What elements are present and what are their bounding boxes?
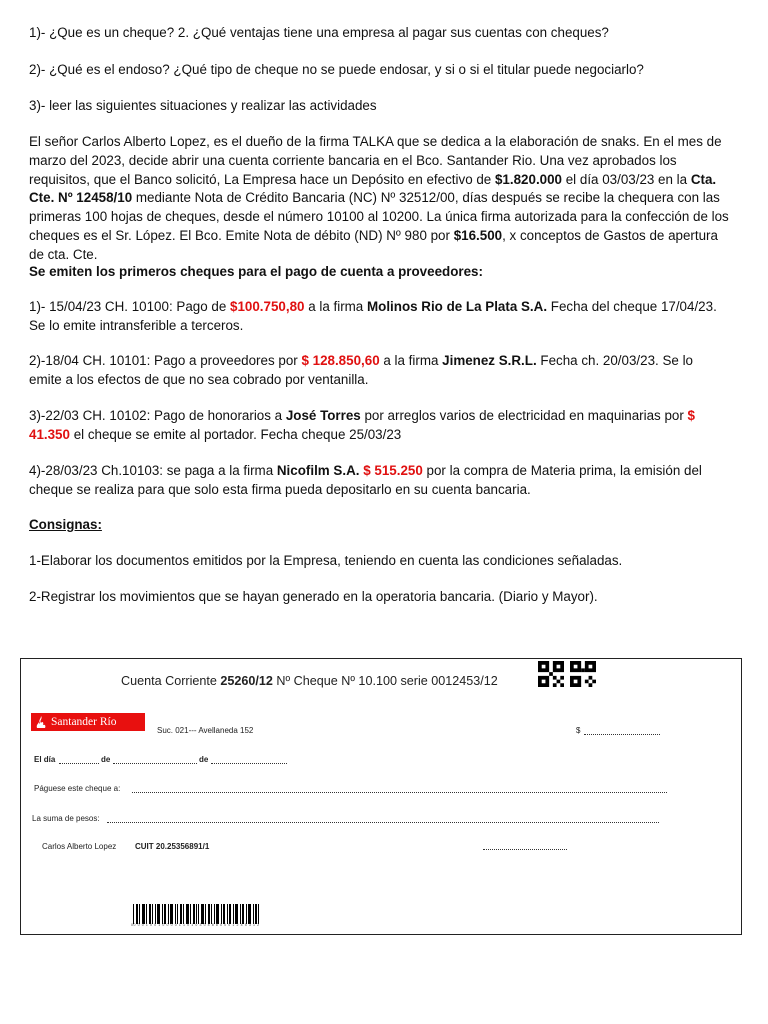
branch-address: Suc. 021--- Avellaneda 152 [157, 726, 254, 735]
date-month-field[interactable] [113, 763, 197, 764]
consignas-title: Consignas: [29, 517, 102, 532]
date-label-de-1: de [101, 755, 111, 764]
barcode-digits: 00 0 0 1 0 0 1 0 0 0 0 1 1 0 1 0 3 0 4 8 8 0 0 0 1 2 4 5 3 1 2 [131, 923, 260, 927]
signature-field[interactable] [483, 849, 567, 850]
date-label-de-2: de [199, 755, 209, 764]
pay-to-field[interactable] [132, 792, 667, 793]
cheque-item-2: 2)-18/04 CH. 10101: Pago a proveedores por $ 128.850,60 a la firma Jimenez S.R.L. Fecha ch. 20/03/23. Se lo emite a los efectos de que no sea cobrado por ventanilla. [29, 353, 693, 387]
cheque-item-4: 4)-28/03/23 Ch.10103: se paga a la firma Nicofilm S.A. $ 515.250 por la compra de Materia prima, la emisión del cheque se realiza para que solo esta firma pueda depositarlo en su cuenta bancaria. [29, 463, 702, 497]
question-3: 3)- leer las siguientes situaciones y realizar las actividades [29, 98, 377, 113]
date-label-el: El día [34, 755, 56, 764]
holder-cuit: CUIT 20.25356891/1 [135, 842, 210, 851]
barcode-icon [133, 904, 259, 924]
question-2: 2)- ¿Qué es el endoso? ¿Qué tipo de cheque no se puede endosar, y si o si el titular puede negociarlo? [29, 62, 644, 77]
scenario-paragraph: El señor Carlos Alberto Lopez, es el dueño de la firma TALKA que se dedica a la elaboración de snaks. En el mes de marzo del 2023, decide abrir una cuenta corriente bancaria en el Bco. Santander Rio. Una vez aprobados los requisitos, que el Banco solicitó, La Empresa hace un Depósito en efectivo de $1.820.000 el día 03/03/23 en la Cta. Cte. Nº 12458/10 mediante Nota de Crédito Bancaria (NC) Nº 32512/00, días después se recibe la chequera con las primeras 100 hojas de cheques, desde el número 10100 al 10200. La única firma autorizada para la confección de los cheques es el Sr. López. El Bco. Emite Nota de débito (ND) Nº 980 por $16.500, x conceptos de Gastos de apertura de cta. Cte. [29, 134, 729, 262]
consigna-2: 2-Registrar los movimientos que se hayan generado en la operatoria bancaria. (Diario y Mayor). [29, 589, 598, 604]
cheque-form [20, 658, 742, 935]
sum-field[interactable] [107, 822, 659, 823]
qr-code-icon [538, 661, 564, 687]
sum-label: La suma de pesos: [32, 814, 100, 823]
qr-code-icon [570, 661, 596, 687]
date-day-field[interactable] [59, 763, 99, 764]
pay-to-label: Páguese este cheque a: [34, 784, 121, 793]
cheque-header: Cuenta Corriente 25260/12 Nº Cheque Nº 10.100 serie 0012453/12 [121, 674, 498, 688]
cheque-item-3: 3)-22/03 CH. 10102: Pago de honorarios a José Torres por arreglos varios de electricidad en maquinarias por $ 41.350 el cheque se emite al portador. Fecha cheque 25/03/23 [29, 408, 695, 442]
account-holder: Carlos Alberto Lopez [42, 842, 117, 851]
amount-sign: $ [576, 726, 581, 735]
amount-field[interactable] [584, 734, 660, 735]
consigna-1: 1-Elaborar los documentos emitidos por la Empresa, teniendo en cuenta las condiciones señaladas. [29, 553, 623, 568]
deposit-amount: $1.820.000 [494, 171, 563, 187]
account-number: Cta. Cte. Nº 12458/10 [29, 171, 717, 206]
cheque-account-number: 25260/12 [220, 674, 273, 688]
cheques-heading: Se emiten los primeros cheques para el pago de cuenta a proveedores: [29, 264, 483, 279]
bank-logo: Santander Río [31, 713, 145, 731]
cheque-item-1: 1)- 15/04/23 CH. 10100: Pago de $100.750,80 a la firma Molinos Rio de La Plata S.A. Fecha del cheque 17/04/23. Se lo emite intransferible a terceros. [29, 299, 717, 333]
flame-icon [36, 716, 46, 728]
question-1: 1)- ¿Que es un cheque? 2. ¿Qué ventajas tiene una empresa al pagar sus cuentas con cheques? [29, 25, 609, 40]
opening-fee: $16.500 [453, 227, 503, 243]
date-year-field[interactable] [211, 763, 287, 764]
